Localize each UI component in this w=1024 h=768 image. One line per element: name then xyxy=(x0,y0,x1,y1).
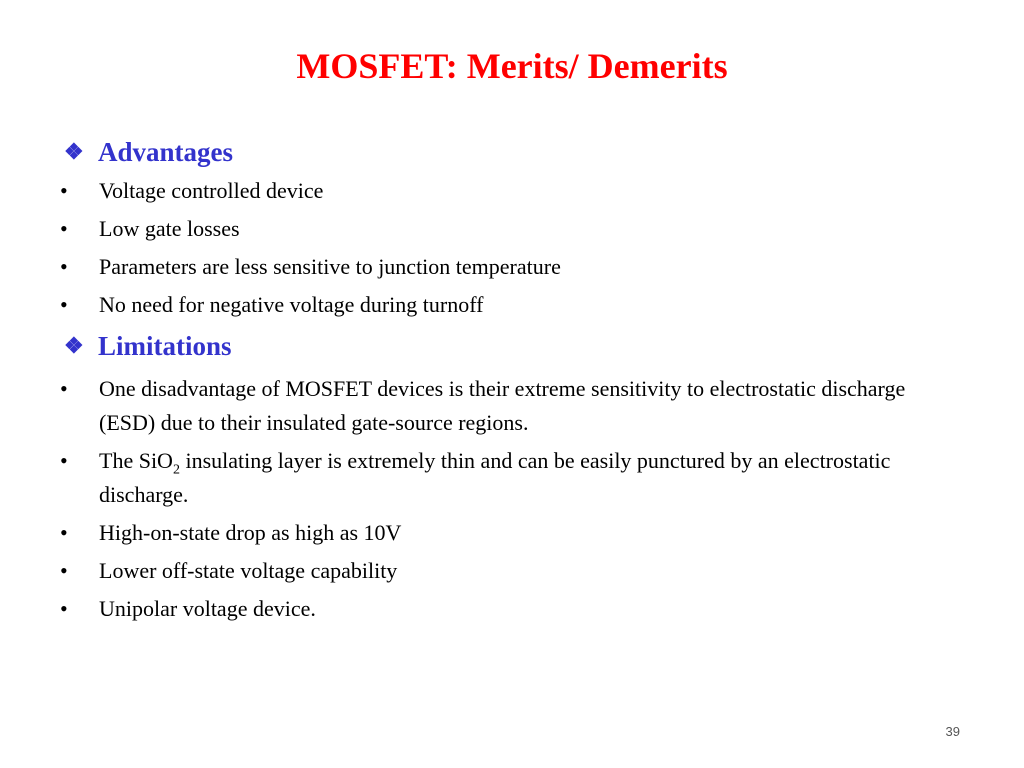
list-item: • The SiO$_2$ insulating layer is extremely thin and can be easily punctured by an electrostatic discharge. xyxy=(60,444,960,512)
list-item: • Parameters are less sensitive to junction temperature xyxy=(60,250,960,284)
advantages-heading-label: Advantages xyxy=(98,137,234,167)
bullet-dot-icon: • xyxy=(60,292,68,317)
page-number: 39 xyxy=(945,724,960,739)
list-item: • Lower off-state voltage capability xyxy=(60,554,960,588)
list-item: • No need for negative voltage during turnoff xyxy=(60,288,960,322)
limitations-heading xyxy=(64,330,232,362)
bullet-dot-icon: • xyxy=(60,520,68,545)
bullet-dot-icon: • xyxy=(60,596,68,621)
bullet-dot-icon: • xyxy=(60,376,68,401)
advantages-heading xyxy=(64,136,233,168)
list-item: • One disadvantage of MOSFET devices is their extreme sensitivity to electrostatic discharge (ESD) due to their insulated gate-source regions. xyxy=(60,372,960,440)
bullet-dot-icon: • xyxy=(60,558,68,583)
limitations-list xyxy=(60,372,960,630)
list-item: • Low gate losses xyxy=(60,212,960,246)
bullet-dot-icon: • xyxy=(60,254,68,279)
list-item: • High-on-state drop as high as 10V xyxy=(60,516,960,550)
diamond-bullet-icon: ❖ xyxy=(64,333,84,358)
list-item: • Unipolar voltage device. xyxy=(60,592,960,626)
slide-title: MOSFET: Merits/ Demerits xyxy=(296,46,728,86)
limitations-heading-label: Limitations xyxy=(98,331,232,361)
advantages-list xyxy=(60,174,960,326)
bullet-dot-icon: • xyxy=(60,216,68,241)
diamond-bullet-icon: ❖ xyxy=(64,139,84,164)
bullet-dot-icon: • xyxy=(60,448,68,473)
bullet-dot-icon: • xyxy=(60,178,68,203)
list-item: • Voltage controlled device xyxy=(60,174,960,208)
